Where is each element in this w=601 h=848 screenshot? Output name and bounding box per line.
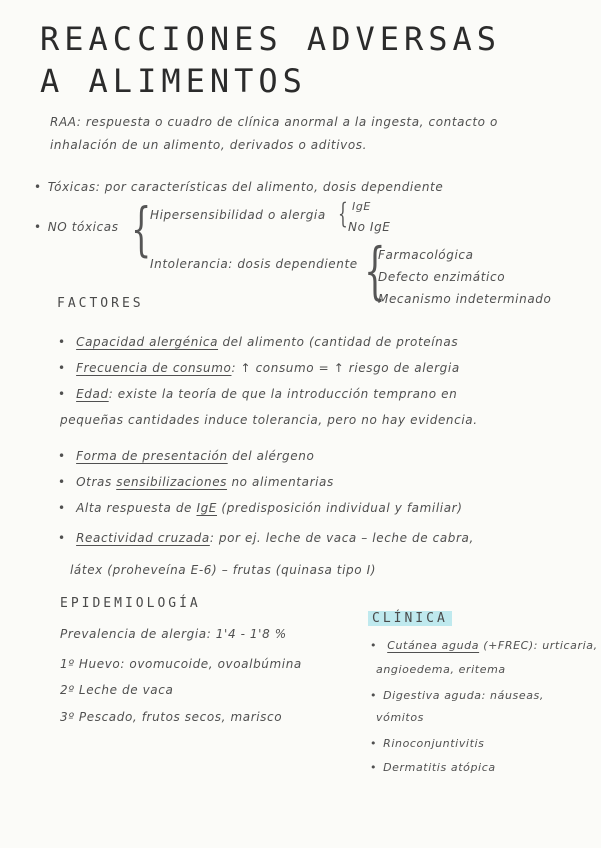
factor-ige-pre: Alta respuesta de	[76, 501, 197, 515]
factor-reactividad	[58, 531, 474, 545]
factor-ige-text: (predisposición individual y familiar)	[217, 501, 463, 515]
factor-capacidad	[58, 335, 458, 349]
factor-ige	[58, 501, 462, 515]
intolerancia-type-1: Farmacológica	[378, 248, 474, 262]
no-toxicas-label: • NO tóxicas	[34, 220, 119, 234]
brace-intolerancia: {	[364, 234, 386, 307]
no-ige-label: No IgE	[348, 220, 391, 234]
clinica-cutanea-line-2: angioedema, eritema	[376, 663, 506, 676]
title-line-2: A ALIMENTOS	[40, 62, 307, 100]
intro-line-2: inhalación de un alimento, derivados o aditivos.	[50, 138, 368, 152]
epidemiologia-item-2: 2º Leche de vaca	[60, 683, 174, 697]
title-line-1: REACCIONES ADVERSAS	[40, 20, 502, 58]
clinica-cutanea	[370, 639, 598, 652]
intolerancia-type-3: Mecanismo indeterminado	[378, 292, 552, 306]
brace-ige: {	[338, 197, 348, 230]
toxicas-item: • Tóxicas: por características del alimento, dosis dependiente	[34, 180, 443, 194]
clinica-heading	[368, 611, 452, 626]
factor-otras-text: no alimentarias	[227, 475, 334, 489]
intolerancia-type-2: Defecto enzimático	[378, 270, 506, 284]
factor-otras-underlined: sensibilizaciones	[116, 475, 228, 489]
factor-forma-text: del alérgeno	[227, 449, 315, 463]
factor-capacidad-underlined: Capacidad alergénica	[76, 335, 219, 349]
factores-heading: FACTORES	[57, 296, 144, 311]
factor-edad	[58, 387, 457, 401]
epidemiologia-item-1: 1º Huevo: ovomucoide, ovoalbúmina	[60, 657, 302, 671]
clinica-dermatitis: • Dermatitis atópica	[370, 761, 496, 774]
factor-edad-text: : existe la teoría de que la introducción temprano en	[108, 387, 458, 401]
factor-reactividad-line-2: látex (proheveína E-6) – frutas (quinasa tipo I)	[70, 563, 377, 577]
factor-capacidad-text: del alimento (cantidad de proteínas	[218, 335, 459, 349]
factor-ige-underlined: IgE	[196, 501, 217, 515]
factor-edad-line-2: pequeñas cantidades induce tolerancia, pero no hay evidencia.	[60, 413, 478, 427]
factor-frecuencia-text: : ↑ consumo = ↑ riesgo de alergia	[231, 361, 460, 375]
factor-forma	[58, 449, 314, 463]
factor-reactividad-text: : por ej. leche de vaca – leche de cabra,	[209, 531, 474, 545]
factor-forma-underlined: Forma de presentación	[76, 449, 228, 463]
clinica-heading-highlight: CLÍNICA	[368, 611, 452, 626]
factor-otras-pre: Otras	[76, 475, 117, 489]
clinica-rino: • Rinoconjuntivitis	[370, 737, 484, 750]
clinica-digestiva: • Digestiva aguda: náuseas,	[370, 689, 544, 702]
brace-no-toxicas: {	[131, 195, 152, 263]
prevalencia-text: Prevalencia de alergia: 1'4 - 1'8 %	[60, 627, 287, 641]
hipersensibilidad-label: Hipersensibilidad o alergia	[150, 208, 326, 222]
epidemiologia-item-3: 3º Pescado, frutos secos, marisco	[60, 710, 283, 724]
clinica-cutanea-underlined: Cutánea aguda	[387, 639, 480, 652]
factor-reactividad-underlined: Reactividad cruzada	[76, 531, 210, 545]
factor-otras	[58, 475, 334, 489]
epidemiologia-heading: EPIDEMIOLOGÍA	[60, 596, 201, 611]
factor-frecuencia-underlined: Frecuencia de consumo	[76, 361, 232, 375]
clinica-digestiva-line-2: vómitos	[376, 711, 424, 724]
intro-line-1: RAA: respuesta o cuadro de clínica anormal a la ingesta, contacto o	[50, 115, 498, 129]
factor-edad-underlined: Edad	[76, 387, 109, 401]
clinica-cutanea-text: (+FREC): urticaria,	[479, 639, 598, 652]
factor-frecuencia	[58, 361, 460, 375]
ige-label: IgE	[352, 200, 371, 213]
intolerancia-label: Intolerancia: dosis dependiente	[150, 257, 358, 271]
